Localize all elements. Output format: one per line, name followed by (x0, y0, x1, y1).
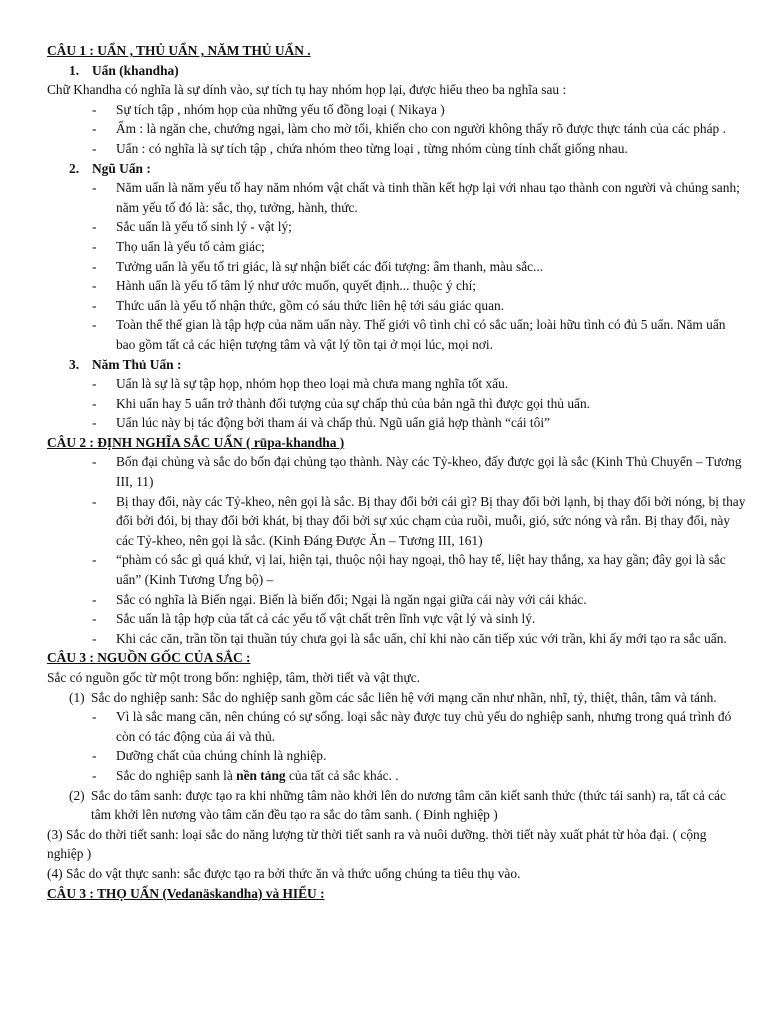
bold-text: nền tảng (236, 767, 286, 783)
list-sac-uan-definition (47, 452, 746, 648)
paragraph-vat-thuc: (4) Sắc do vật thực sanh: sắc được tạo ra bởi thức ăn và thức uống chúng ta tiêu thụ vào. (47, 865, 521, 881)
list-item: - Sắc uẩn là yếu tố sinh lý - vật lý; (47, 217, 746, 237)
paragraph-thoi-tiet: (3) Sắc do thời tiết sanh: loại sắc do năng lượng từ thời tiết sanh ra và nuôi dưỡng. thời tiết này xuất phát từ hỏa đại. ( cộng nghiệp ) (47, 826, 707, 862)
list-item: - Tưởng uẩn là yếu tố tri giác, là sự nhận biết các đối tượng: âm thanh, màu sắc... (47, 257, 746, 277)
subheading-uan (47, 61, 746, 81)
list-nam-thu-uan (47, 374, 746, 433)
paragraph-khandha-intro: Chữ Khandha có nghĩa là sự dính vào, sự tích tụ hay nhóm họp lại, được hiểu theo ba nghĩa sau : (47, 82, 567, 98)
list-khandha-meanings (47, 100, 746, 159)
subheading-number: 3. (69, 356, 80, 372)
list-item: - Sắc uẩn là tập hợp của tất cả các yếu tố vật chất trên lĩnh vực vật lý và sinh lý. (47, 609, 746, 629)
subheading-number: 2. (69, 160, 80, 176)
list-item: - Sắc có nghĩa là Biến ngại. Biến là biến đổi; Ngại là ngăn ngại giữa cái này với cái khác. (47, 590, 746, 610)
list-nghiep-details (47, 707, 746, 785)
list-item: - Vì là sắc mang căn, nên chúng có sự sống. loại sắc này được tuy chủ yếu do nghiệp sanh, nhưng trong quá trình đó còn có tác động của ái và thủ. (47, 707, 746, 746)
subheading-title: Uẩn (khandha) (92, 62, 179, 78)
list-item: - Toàn thể thế gian là tập hợp của năm uẩn này. Thế giới vô tình chỉ có sắc uẩn; loài hữu tình có đủ 5 uẩn. Năm uẩn bao gồm tất cả các hiện tượng tâm và vật lý tồn tại ở mọi lúc, mọi nơi. (47, 315, 746, 354)
list-item: - Khi các căn, trần tồn tại thuần túy chưa gọi là sắc uẩn, chỉ khi nào căn tiếp xúc với trần, khi ấy mới tạo ra sắc uẩn. (47, 629, 746, 649)
list-item: - Thọ uẩn là yếu tố cảm giác; (47, 237, 746, 257)
numbered-item-tam (47, 786, 746, 825)
item-text: Sắc do nghiệp sanh: Sắc do nghiệp sanh gồm các sắc liên hệ với mạng căn như nhãn, nhĩ, tỷ, thiệt, thân, tâm và tánh. (91, 689, 717, 705)
list-item: - Hành uẩn là yếu tố tâm lý như ước muốn, quyết định... thuộc ý chí; (47, 276, 746, 296)
subheading-ngu-uan (47, 159, 746, 179)
list-item: - Dưỡng chất của chúng chính là nghiệp. (47, 746, 746, 766)
heading-cau-2: CÂU 2 : ĐỊNH NGHĨA SẮC UẨN ( rūpa-khandha ) (47, 434, 345, 450)
item-number: (1) (69, 689, 85, 705)
item-number: (2) (69, 787, 85, 803)
list-ngu-uan (47, 178, 746, 354)
list-item: - Uẩn : có nghĩa là sự tích tập , chứa nhóm theo từng loại , từng nhóm cùng tính chất giống nhau. (47, 139, 746, 159)
list-item: - Thức uẩn là yếu tố nhận thức, gồm có sáu thức liên hệ tới sáu giác quan. (47, 296, 746, 316)
heading-cau-1: CÂU 1 : UẨN , THỦ UẨN , NĂM THỦ UẨN . (47, 43, 311, 58)
numbered-item-nghiep (47, 688, 746, 708)
list-item-foundation (47, 766, 746, 786)
subheading-title: Ngũ Uẩn : (92, 160, 151, 176)
list-item: - Uẩn là sự là sự tập họp, nhóm họp theo loại mà chưa mang nghĩa tốt xấu. (47, 374, 746, 394)
list-item: - Bốn đại chủng và sắc do bốn đại chủng tạo thành. Này các Tỷ-kheo, đấy được gọi là sắc (Kinh Thủ Chuyển – Tương III, 11) (47, 452, 746, 491)
list-item: - Khi uẩn hay 5 uẩn trở thành đối tượng của sự chấp thủ của bản ngã thì được gọi thủ uẩn. (47, 394, 746, 414)
list-item: - Sự tích tập , nhóm họp của những yếu tố đồng loại ( Nikaya ) (47, 100, 746, 120)
list-item: - Ấm : là ngăn che, chướng ngại, làm cho mờ tối, khiến cho con người không thấy rõ được thực tánh của các pháp . (47, 119, 746, 139)
list-item: - “phàm có sắc gì quá khứ, vị lai, hiện tại, thuộc nội hay ngoại, thô hay tế, liệt hay thắng, xa hay gần; đây gọi là sắc uẩn” (Kinh Tương Ưng bộ) – (47, 550, 746, 589)
subheading-title: Năm Thủ Uẩn : (92, 356, 182, 372)
heading-cau-3-origin: CÂU 3 : NGUỒN GỐC CỦA SẮC : (47, 650, 251, 666)
list-item: - Năm uẩn là năm yếu tố hay năm nhóm vật chất và tinh thần kết hợp lại với nhau tạo thành con người và chúng sanh; năm yếu tố đó là: sắc, thọ, tưởng, hành, thức. (47, 178, 746, 217)
text-run: Sắc do nghiệp sanh là (116, 767, 237, 783)
paragraph-origin-intro: Sắc có nguồn gốc từ một trong bốn: nghiệp, tâm, thời tiết và vật thực. (47, 670, 421, 685)
text-run: của tất cả sắc khác. . (285, 767, 399, 783)
heading-cau-3-tho-uan: CÂU 3 : THỌ UẨN (Vedanäskandha) và HIỂU : (47, 885, 325, 901)
list-item: - Bị thay đổi, này các Tỷ-kheo, nên gọi là sắc. Bị thay đổi bởi cái gì? Bị thay đổi bởi lạnh, bị thay đổi bởi nóng, bị thay đổi bởi đói, bị thay đổi bởi khát, bị thay đổi bởi sự xúc chạm của ruồi, muỗi, gió, sức nóng và rắn. Bị thay đổi, này các Tỷ-kheo, nên gọi là sắc. (Kinh Đáng Được Ăn – Tương III, 161) (47, 492, 746, 551)
subheading-nam-thu-uan (47, 355, 746, 375)
subheading-number: 1. (69, 62, 80, 78)
list-item: - Uẩn lúc này bị tác động bởi tham ái và chấp thủ. Ngũ uẩn giả hợp thành “cái tôi” (47, 413, 746, 433)
item-text: Sắc do tâm sanh: được tạo ra khi những tâm nào khởi lên do nương tâm căn kiết sanh thức (thức tái sanh) ra, tất cả các tâm khởi lên nương vào tâm căn đều tạo ra sắc do tâm sanh. ( Đinh nghiệp ) (91, 787, 726, 823)
